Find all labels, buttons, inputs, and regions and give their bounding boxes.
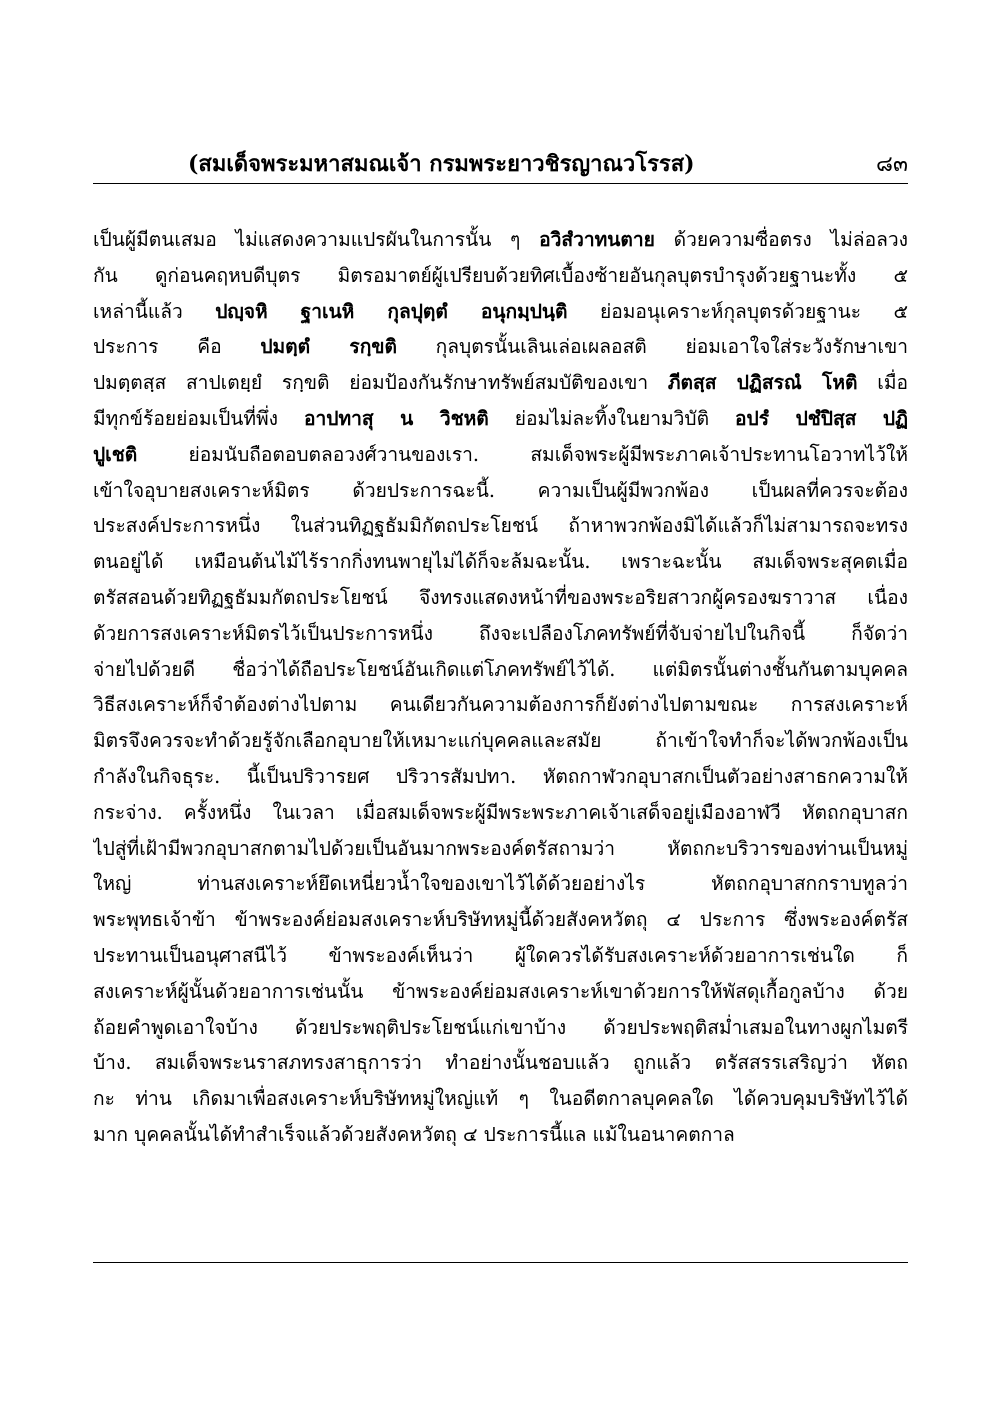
text-line: [93, 1117, 908, 1153]
text-segment: ด้วยการสงเคราะห์มิตรไว้เป็นประการหนึ่ง ถึงจะเปลืองโภคทรัพย์ที่จับจ่ายไปในกิจนี้ ก็จัดว่า: [93, 621, 908, 645]
text-segment: ตรัสสอนด้วยทิฏฐธัมมกัตถประโยชน์ จึงทรงแสดงหน้าที่ของพระอริยสาวกผู้ครองฆราวาส เนื่อง: [93, 585, 908, 609]
text-line: [93, 652, 908, 688]
header-title: (สมเด็จพระมหาสมณเจ้า กรมพระยาวชิรญาณวโรรส): [188, 151, 695, 177]
text-segment: เป็นผู้มีตนเสมอ ไม่แสดงความแปรผันในการนั้น ๆ: [93, 228, 540, 251]
text-segment: ประทานเป็นอนุศาสนีไว้ ข้าพระองค์เห็นว่า ผู้ใดควรได้รับสงเคราะห์ด้วยอาการเช่นใด ก็: [93, 943, 908, 967]
text-segment: มีทุกข์ร้อยย่อมเป็นที่พึ่ง: [93, 406, 304, 430]
text-line: [93, 831, 908, 867]
text-segment: กะ ท่าน เกิดมาเพื่อสงเคราะห์บริษัทหมู่ใหญ่แท้ ๆ ในอดีตกาลบุคคลใด ได้ควบคุมบริษัทไว้ได้: [93, 1087, 908, 1111]
text-line: [93, 294, 908, 330]
text-segment: ถ้อยคำพูดเอาใจบ้าง ด้วยประพฤติประโยชน์แก่เขาบ้าง ด้วยประพฤติสม่ำเสมอในทางผูกไมตรี: [93, 1015, 908, 1039]
text-segment: กุลบุตรนั้นเลินเล่อเผลอสติ ย่อมเอาใจใส่ระวังรักษาเขา: [396, 335, 908, 359]
text-segment: มิตรจึงควรจะทำด้วยรู้จักเลือกอุบายให้เหมาะแก่บุคคลและสมัย ถ้าเข้าใจทำก็จะได้พวกพ้องเป็น: [93, 729, 908, 753]
text-segment: พระพุทธเจ้าข้า ข้าพระองค์ย่อมสงเคราะห์บริษัทหมู่นี้ด้วยสังคหวัตถุ ๔ ประการ ซึ่งพระองค์ตรัส: [93, 908, 908, 932]
text-line: [93, 759, 908, 795]
footer-rule: [93, 1262, 908, 1263]
text-line: [93, 222, 908, 258]
text-segment: กระจ่าง. ครั้งหนึ่ง ในเวลา เมื่อสมเด็จพระผู้มีพระพระภาคเจ้าเสด็จอยู่เมืองอาฬวี หัตถกอุบาสก: [93, 800, 908, 824]
text-segment: จ่ายไปด้วยดี ชื่อว่าได้ถือประโยชน์อันเกิดแต่โภคทรัพย์ไว้ได้. แต่มิตรนั้นต่างชั้นกันตามบุคคล: [93, 657, 908, 681]
text-line: [93, 437, 908, 473]
text-line: [93, 974, 908, 1010]
text-line: [93, 795, 908, 831]
text-line: [93, 938, 908, 974]
bold-pali-term: ภีตสฺส ปฏิสรณํ โหติ: [667, 371, 858, 395]
text-segment: ใหญ่ ท่านสงเคราะห์ยึดเหนี่ยวน้ำใจของเขาไว้ได้ด้วยอย่างไร หัตถกอุบาสกกราบทูลว่า: [93, 872, 908, 896]
text-segment: เหล่านี้แล้ว: [93, 299, 216, 323]
text-segment: วิธีสงเคราะห์ก็จำต้องต่างไปตาม คนเดียวกันความต้องการก็ยังต่างไปตามขณะ การสงเคราะห์: [93, 693, 908, 717]
text-segment: ตนอยู่ได้ เหมือนต้นไม้ไร้รากกิ่งทนพายุไม่ได้ก็จะล้มฉะนั้น. เพราะฉะนั้น สมเด็จพระสุคตเมื่อ: [93, 550, 908, 574]
text-line: [93, 473, 908, 509]
bold-pali-term: อวิสํวาทนตาย: [539, 228, 655, 251]
text-segment: บ้าง. สมเด็จพระนราสภทรงสาธุการว่า ทำอย่างนั้นชอบแล้ว ถูกแล้ว ตรัสสรรเสริญว่า หัตถ: [93, 1051, 908, 1075]
text-segment: เข้าใจอุบายสงเคราะห์มิตร ด้วยประการฉะนี้. ความเป็นผู้มีพวกพ้อง เป็นผลที่ควรจะต้อง: [93, 478, 908, 502]
bold-pali-term: ปมตฺตํ รกฺขติ: [260, 335, 397, 359]
body-text: [93, 222, 908, 1153]
text-segment: กัน ดูก่อนคฤหบดีบุตร มิตรอมาตย์ผู้เปรียบด้วยทิศเบื้องซ้ายอันกุลบุตรบำรุงด้วยฐานะทั้ง ๕: [93, 263, 908, 287]
bold-pali-term: อปรํ ปชํปิสฺส ปฏิ: [735, 406, 908, 430]
text-segment: ปมตฺตสฺส สาปเตยฺยํ รกฺขติ ย่อมป้องกันรักษาทรัพย์สมบัติของเขา: [93, 371, 668, 395]
text-line: [93, 723, 908, 759]
text-line: [93, 401, 908, 437]
bold-pali-term: อาปทาสุ น วิชหติ: [304, 406, 489, 430]
text-line: [93, 866, 908, 902]
text-segment: ไปสู่ที่เฝ้ามีพวกอุบาสกตามไปด้วยเป็นอันมากพระองค์ตรัสถามว่า หัตถกะบริวารของท่านเป็นหมู่: [93, 836, 908, 860]
text-segment: ด้วยความซื่อตรง ไม่ล่อลวง: [654, 228, 908, 251]
text-segment: สงเคราะห์ผู้นั้นด้วยอาการเช่นนั้น ข้าพระองค์ย่อมสงเคราะห์เขาด้วยการให้พัสดุเกื้อกูลบ้าง ด้วย: [93, 979, 908, 1003]
text-line: [93, 1081, 908, 1117]
text-segment: ประสงค์ประการหนึ่ง ในส่วนทิฏฐธัมมิกัตถประโยชน์ ถ้าหาพวกพ้องมิได้แล้วก็ไม่สามารถจะทรง: [93, 514, 908, 538]
text-line: [93, 580, 908, 616]
text-segment: กำลังในกิจธุระ. นี้เป็นปริวารยศ ปริวารสัมปทา. หัตถกาฬวกอุบาสกเป็นตัวอย่างสาธกความให้: [93, 764, 908, 788]
text-line: [93, 687, 908, 723]
text-line: [93, 616, 908, 652]
text-line: [93, 1045, 908, 1081]
text-segment: มาก บุคคลนั้นได้ทำสำเร็จแล้วด้วยสังคหวัตถุ ๔ ประการนี้แล แม้ในอนาคตกาล: [93, 1122, 735, 1146]
text-line: [93, 544, 908, 580]
text-segment: เมื่อ: [857, 371, 908, 395]
text-line: [93, 1010, 908, 1046]
text-segment: ย่อมไม่ละทิ้งในยามวิบัติ: [488, 406, 736, 430]
text-line: [93, 258, 908, 294]
bold-pali-term: ปูเชติ: [93, 442, 138, 466]
text-segment: ย่อมนับถือตอบตลอวงศ์วานของเรา. สมเด็จพระผู้มีพระภาคเจ้าประทานโอวาทไว้ให้: [137, 442, 908, 466]
text-segment: ประการ คือ: [93, 335, 261, 359]
text-segment: ย่อมอนุเคราะห์กุลบุตรด้วยฐานะ ๕: [567, 299, 908, 323]
text-line: [93, 508, 908, 544]
text-line: [93, 365, 908, 401]
text-line: [93, 329, 908, 365]
page-header: [93, 138, 908, 184]
bold-pali-term: ปญฺจหิ ฐาเนหิ กุลปุตฺตํ อนุกมฺปนฺติ: [215, 299, 568, 323]
text-line: [93, 902, 908, 938]
page-number: ๘๓: [875, 152, 908, 177]
